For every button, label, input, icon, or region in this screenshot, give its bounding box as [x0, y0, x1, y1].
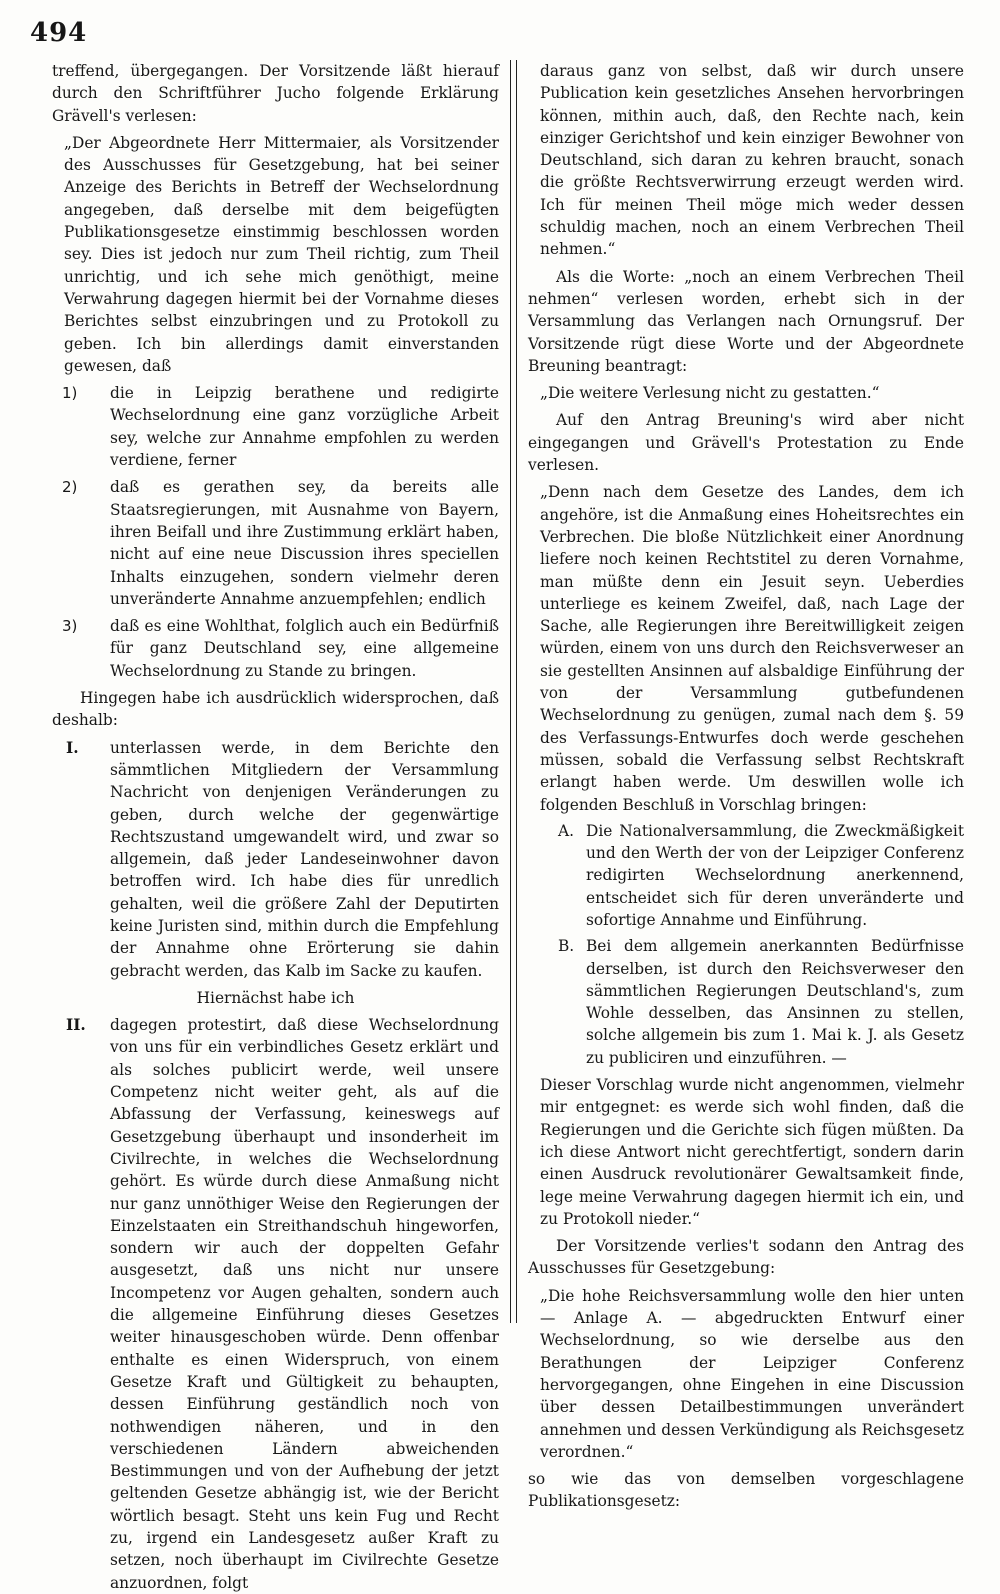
protest-quote-intro: „Der Abgeordnete Herr Mittermaier, als Vorsitzender des Ausschusses für Gesetzgebung, hat bei seiner Anzeige des Berichts in Betreff der Wechselordnung angegeben, daß derselbe mit dem beigefügten Publikationsgesetze einstimmig beschlossen worden sey. Dies ist jedoch nur zum Theil richtig, zum Theil unrichtig, und ich sehe mich genöthigt, meine Verwahrung dagegen hiermit bei der Vornahme dieses Berichtes selbst einzubringen und zu Protokoll zu geben. Ich bin allerdings damit einverstanden gewesen, daß	[64, 133, 499, 375]
point-text: unterlassen werde, in dem Berichte den sämmtlichen Mitgliedern der Versammlung Nachricht von denjenigen Veränderungen zu geben, durch welche der gegenwärtige Rechtszustand umgewandelt wird, und zwar so allgemein, daß jeder Landeseinwohner davon betroffen wird. Ich habe dies für unredlich gehalten, weil die größere Zahl der Deputirten keine Juristen sind, mithin durch die Empfehlung der Annahme ohne Erörterung sie dahin gebracht werden, das Kalb im Sacke zu kaufen.	[110, 738, 499, 980]
page-number: 494	[30, 18, 88, 48]
point-two	[52, 1014, 499, 1594]
proposal-letter: A.	[558, 821, 575, 840]
proposal-letter: B.	[558, 937, 575, 956]
item-text: die in Leipzig berathene und redigirte Wechselordnung eine ganz vorzügliche Arbeit sey, welche zur Annahme empfohlen zu werden verdiene, ferner	[110, 384, 499, 470]
item-text: daß es gerathen sey, da bereits alle Staatsregierungen, mit Ausnahme von Bayern, ihren Beifall und ihre Zustimmung erklärt haben, nicht auf eine neue Discussion ihres speciellen Inhalts einzugehen, sondern vielmehr deren unveränderte Annahme anzuempfehlen; endlich	[110, 478, 499, 608]
proposal-text: Bei dem allgemein anerkannten Bedürfnisse derselben, ist durch den Reichsverweser den sämmtlichen Regierungen Deutschland's, zum Wohle desselben, das Ansinnen zu stellen, solche allgemein bis zum 1. Mai k. J. als Gesetz zu publiciren und einzuführen. —	[586, 937, 964, 1067]
item-number: 3)	[62, 617, 78, 636]
list-item	[52, 476, 499, 610]
point-one	[52, 737, 499, 982]
committee-motion-intro: Der Vorsitzende verlies't sodann den Antrag des Ausschusses für Gesetzgebung:	[528, 1237, 964, 1278]
list-item	[52, 615, 499, 682]
rejection-paragraph: Dieser Vorschlag wurde nicht angenommen, vielmehr mir entgegnet: es werde sich wohl finden, daß die Regierungen und die Gerichte sich fügen müßten. Da ich diese Antwort nicht gerechtfertigt, sondern darin einen Ausdruck revolutionärer Gewaltsamkeit finde, lege meine Verwahrung dagegen hiermit ich ein, und zu Protokoll nieder.“	[540, 1076, 964, 1228]
point-number: I.	[66, 738, 79, 757]
proposal-a	[528, 820, 964, 931]
item-text: daß es eine Wohlthat, folglich auch ein Bedürfniß für ganz Deutschland sey, eine allgemeine Wechselordnung zu Stande zu bringen.	[110, 617, 499, 680]
column-divider	[510, 60, 517, 1323]
contrary-intro: Hingegen habe ich ausdrücklich widersprochen, daß deshalb:	[52, 689, 499, 730]
committee-motion: „Die hohe Reichsversammlung wolle den hier unten — Anlage A. — abgedruckten Entwurf einer Wechselordnung, so wie derselbe aus den Berathungen der Leipziger Conferenz hervorgegangen, ohne Eingehen in eine Discussion über dessen Detailbestimmungen unverändert annehmen und dessen Verkündigung als Reichsgesetz verordnen.“	[540, 1286, 964, 1461]
left-column	[52, 60, 499, 1592]
item-number: 2)	[62, 478, 78, 497]
proposal-b	[528, 935, 964, 1069]
closing-line: so wie das von demselben vorgeschlagene Publikationsgesetz:	[528, 1470, 964, 1511]
proposal-text: Die Nationalversammlung, die Zweckmäßigkeit und den Werth der von der Leipziger Conferenz redigirten Wechselordnung anerkennend, entscheidet sich für deren unveränderte und sofortige Annahme und Einführung.	[586, 821, 964, 929]
intro-paragraph: treffend, übergegangen. Der Vorsitzende läßt hierauf durch den Schriftführer Jucho folgende Erklärung Grävell's verlesen:	[52, 62, 499, 125]
item-number: 1)	[62, 384, 78, 403]
breuning-motion: „Die weitere Verlesung nicht zu gestatten.“	[540, 384, 880, 403]
list-item	[52, 382, 499, 471]
point-number: II.	[66, 1016, 86, 1035]
right-column	[528, 60, 964, 1511]
motion-result: Auf den Antrag Breuning's wird aber nicht eingegangen und Grävell's Protestation zu Ende verlesen.	[528, 411, 964, 475]
next-intro: Hiernächst habe ich	[196, 988, 355, 1007]
interruption-paragraph: Als die Worte: „noch an einem Verbrechen Theil nehmen“ verlesen worden, erhebt sich in der Versammlung das Verlangen nach Ornungsruf. Der Vorsitzende rügt diese Worte und der Abgeordnete Breuning beantragt:	[528, 267, 964, 375]
protest-end: „Denn nach dem Gesetze des Landes, dem ich angehöre, ist die Anmaßung eines Hoheitsrechtes ein Verbrechen. Die bloße Nützlichkeit einer Anordnung liefere noch keinen Rechtstitel zu deren Vornahme, man müßte denn ein Jesuit seyn. Ueberdies unterliege es keinem Zweifel, daß, nach Lage der Sache, alle Regierungen ihre Bereitwilligkeit zeigen würden, einem von uns durch den Reichsverweser an sie gestellten Ansinnen auf alsbaldige Einführung der von der Versammlung gutbefundenen Wechselordnung zu genügen, zumal nach dem §. 59 des Verfassungs-Entwurfes doch werde geschehen müssen, sobald die Verfassung selbst Rechtskraft erlangt haben werde. Um deswillen wolle ich folgenden Beschluß in Vorschlag bringen:	[540, 483, 964, 814]
protest-continuation: daraus ganz von selbst, daß wir durch unsere Publication kein gesetzliches Ansehen hervorbringen können, mithin auch, daß, den Rechte nach, kein einziger Gerichtshof und kein einziger Bewohner von Deutschland, sich daran zu kehren braucht, sonach die größte Rechtsverwirrung erzeugt werden wird. Ich für meinen Theil möge mich weder dessen schuldig machen, noch an einem Verbrechen Theil nehmen.“	[540, 62, 964, 259]
point-text: dagegen protestirt, daß diese Wechselordnung von uns für ein verbindliches Gesetz erklärt und als solches publicirt werde, weil unsere Competenz nicht weiter geht, als auf die Abfassung der Verfassung, keineswegs auf Gesetzgebung überhaupt und insonderheit im Civilrechte, in welches die Wechselordnung gehört. Es würde durch diese Anmaßung nicht nur ganz unnöthiger Weise den Regierungen der Einzelstaaten ein Streithandschuh hingeworfen, sondern wir auch der doppelten Gefahr ausgesetzt, daß uns nicht nur unsere Incompetenz vor Augen gehalten, sondern auch die allgemeine Einführung dieses Gesetzes weiter hinausgeschoben würde. Denn offenbar enthalte es einen Widerspruch, von einem Gesetze Kraft und Gültigkeit zu behaupten, dessen Einführung geständlich noch von nothwendigen näheren, und in den verschiedenen Ländern abweichenden Bestimmungen und von der Aufhebung der jetzt geltenden Gesetze abhängig ist, wie der Bericht wörtlich besagt. Steht uns kein Fug und Recht zu, irgend ein Landesgesetz außer Kraft zu setzen, noch überhaupt im Civilrechte Gesetze anzuordnen, folgt	[110, 1016, 499, 1592]
